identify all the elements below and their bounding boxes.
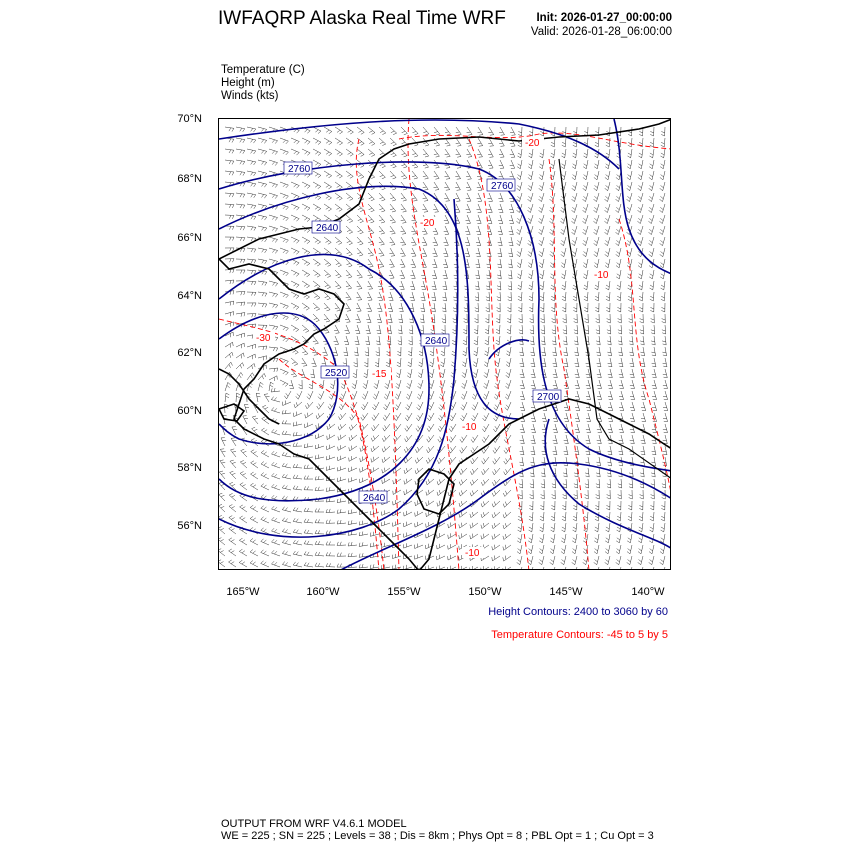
map-panel — [218, 118, 671, 570]
temperature-label — [369, 368, 391, 380]
svg-text:-15: -15 — [372, 369, 387, 380]
svg-text:2760: 2760 — [491, 181, 514, 192]
field-label-height: Height (m) — [221, 77, 275, 89]
height-label — [359, 491, 387, 504]
lat-label: 66°N — [177, 232, 202, 244]
svg-text:2640: 2640 — [363, 493, 386, 504]
temperature-label — [462, 547, 484, 559]
field-label-winds: Winds (kts) — [221, 90, 279, 102]
lat-label: 60°N — [177, 405, 202, 417]
lat-label: 62°N — [177, 347, 202, 359]
svg-text:2700: 2700 — [537, 392, 560, 403]
temperature-label — [591, 269, 613, 281]
svg-text:2640: 2640 — [425, 336, 448, 347]
height-label — [533, 390, 561, 403]
lon-label: 160°W — [306, 586, 340, 598]
height-label — [312, 221, 340, 234]
temperature-label — [522, 137, 544, 149]
lat-label: 58°N — [177, 462, 202, 474]
svg-text:-10: -10 — [465, 548, 480, 559]
svg-text:-10: -10 — [594, 270, 609, 281]
temperature-label — [253, 332, 275, 344]
height-label — [321, 366, 349, 379]
svg-text:2640: 2640 — [316, 223, 339, 234]
valid-time: Valid: 2026-01-28_06:00:00 — [530, 26, 672, 38]
lon-label: 155°W — [387, 586, 421, 598]
svg-text:-20: -20 — [420, 218, 435, 229]
svg-text:2520: 2520 — [325, 368, 348, 379]
map-title: IWFAQRP Alaska Real Time WRF — [218, 8, 506, 29]
svg-text:-30: -30 — [256, 333, 271, 344]
height-label — [284, 162, 312, 175]
height-label — [421, 334, 449, 347]
model-info: OUTPUT FROM WRF V4.6.1 MODEL — [221, 818, 407, 830]
lon-label: 140°W — [631, 586, 665, 598]
height-label — [487, 179, 515, 192]
lat-label: 64°N — [177, 290, 202, 302]
lat-label: 70°N — [177, 113, 202, 125]
svg-text:-10: -10 — [462, 422, 477, 433]
lat-label: 56°N — [177, 520, 202, 532]
temperature-contours-legend: Temperature Contours: -45 to 5 by 5 — [491, 629, 668, 641]
temperature-label — [417, 217, 439, 229]
lon-label: 165°W — [226, 586, 260, 598]
lat-label: 68°N — [177, 173, 202, 185]
contour-labels — [219, 119, 671, 570]
init-time: Init: 2026-01-27_00:00:00 — [536, 12, 672, 24]
height-contours-legend: Height Contours: 2400 to 3060 by 60 — [488, 606, 668, 618]
lon-label: 145°W — [549, 586, 583, 598]
lon-label: 150°W — [468, 586, 502, 598]
temperature-label — [459, 421, 481, 433]
model-config: WE = 225 ; SN = 225 ; Levels = 38 ; Dis = 8km ; Phys Opt = 8 ; PBL Opt = 1 ; Cu Opt = 3 — [221, 830, 654, 842]
svg-text:2760: 2760 — [288, 164, 311, 175]
svg-text:-20: -20 — [525, 138, 540, 149]
field-label-temperature: Temperature (C) — [221, 64, 305, 76]
